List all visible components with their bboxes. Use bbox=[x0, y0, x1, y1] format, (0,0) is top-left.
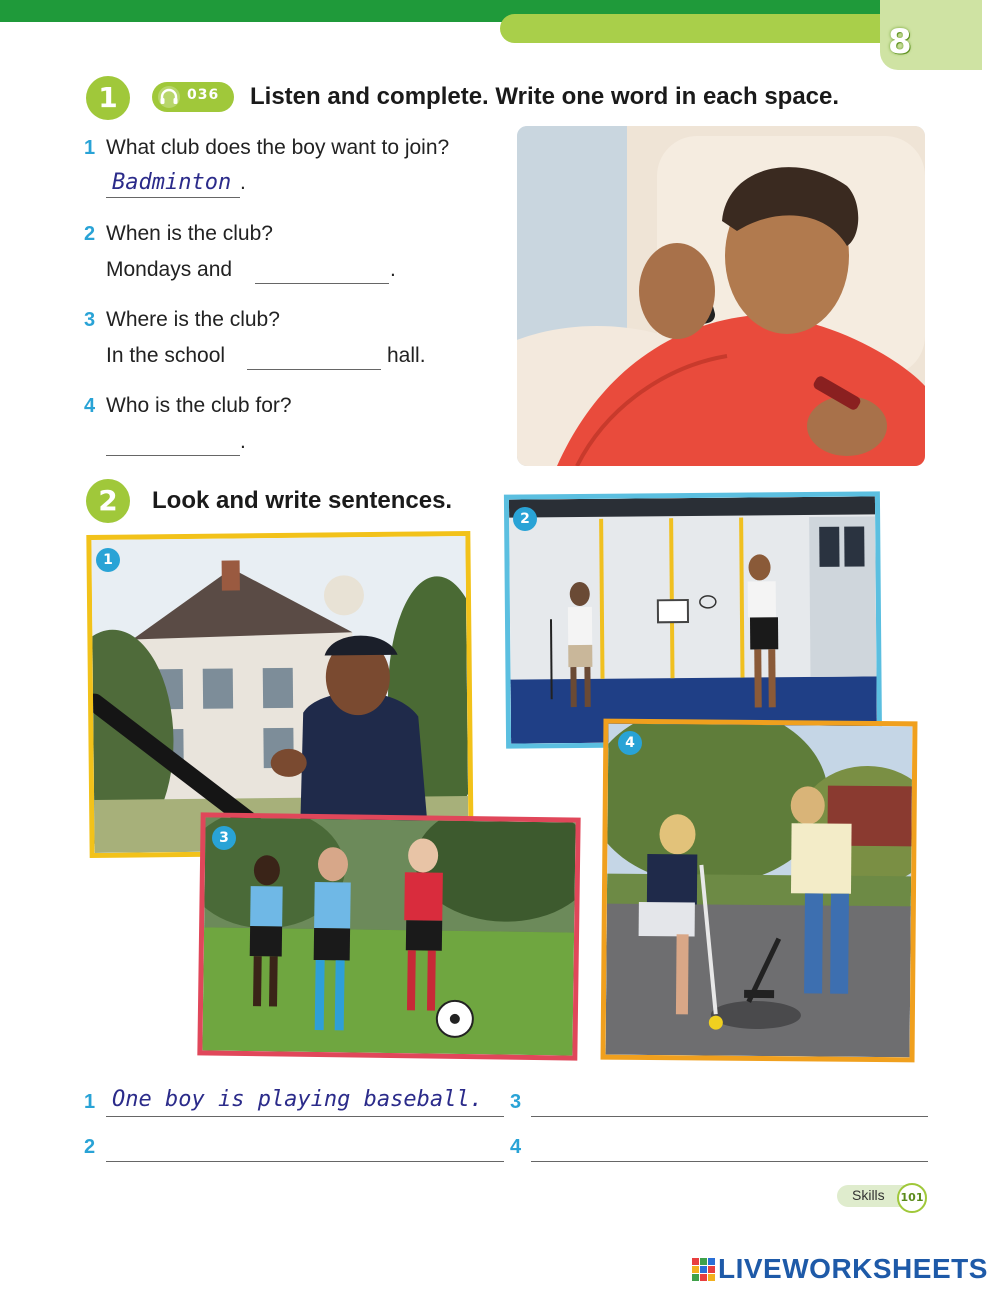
page-number: 101 bbox=[897, 1183, 927, 1213]
sentence-4-number: 4 bbox=[510, 1136, 522, 1158]
photo-4-frame bbox=[601, 719, 918, 1063]
question-2-period: . bbox=[390, 258, 396, 281]
question-4-number: 4 bbox=[84, 395, 96, 417]
exercise-2-number: 2 bbox=[86, 479, 130, 523]
question-4-text: Who is the club for? bbox=[106, 394, 292, 417]
sentence-2-number: 2 bbox=[84, 1136, 96, 1158]
photo-3-frame bbox=[197, 812, 580, 1060]
brand-name[interactable]: LIVEWORKSHEETS bbox=[718, 1253, 988, 1284]
unit-number: 8 bbox=[888, 22, 912, 62]
question-4-answer-line[interactable] bbox=[106, 455, 240, 456]
question-1-answer[interactable]: Badminton bbox=[112, 170, 232, 195]
question-1-text: What club does the boy want to join? bbox=[106, 136, 450, 159]
photo-3-badge: 3 bbox=[212, 826, 236, 850]
question-4-period: . bbox=[240, 430, 246, 453]
header-light-bar bbox=[500, 14, 890, 43]
photo-1-badge: 1 bbox=[96, 548, 120, 572]
boy-on-phone-photo bbox=[517, 126, 925, 466]
question-3-answer-line[interactable] bbox=[247, 369, 381, 370]
sentence-1-line bbox=[106, 1116, 504, 1117]
footer-section-label: Skills bbox=[852, 1187, 885, 1203]
question-1-answer-line bbox=[106, 197, 240, 198]
photo-1-frame bbox=[86, 531, 473, 858]
liveworksheets-logo-icon bbox=[692, 1258, 716, 1282]
football-photo bbox=[202, 817, 575, 1055]
question-2-answer-line[interactable] bbox=[255, 283, 389, 284]
photo-4-badge: 4 bbox=[618, 731, 642, 755]
question-3-suffix: hall. bbox=[387, 344, 426, 367]
question-2-text: When is the club? bbox=[106, 222, 273, 245]
sentence-1-number: 1 bbox=[84, 1091, 96, 1113]
photo-2-badge: 2 bbox=[513, 507, 537, 531]
question-2-number: 2 bbox=[84, 223, 96, 245]
sentence-2-line[interactable] bbox=[106, 1161, 504, 1162]
street-hockey-photo bbox=[606, 724, 913, 1058]
exercise-1-instruction: Listen and complete. Write one word in each space. bbox=[250, 83, 840, 110]
question-1-number: 1 bbox=[84, 137, 96, 159]
sentence-3-number: 3 bbox=[510, 1091, 522, 1113]
baseball-photo bbox=[91, 536, 468, 853]
question-3-text: Where is the club? bbox=[106, 308, 280, 331]
question-1-period: . bbox=[240, 171, 246, 194]
sentence-1-answer[interactable]: One boy is playing baseball. bbox=[112, 1087, 483, 1112]
sentence-4-line[interactable] bbox=[531, 1161, 928, 1162]
exercise-1-number: 1 bbox=[86, 76, 130, 120]
exercise-2-instruction: Look and write sentences. bbox=[152, 487, 453, 514]
sentence-3-line[interactable] bbox=[531, 1116, 928, 1117]
audio-track-code: 036 bbox=[187, 87, 220, 103]
question-3-prefix: In the school bbox=[106, 344, 226, 367]
photo-2-frame bbox=[504, 491, 882, 748]
question-3-number: 3 bbox=[84, 309, 96, 331]
headphones-icon[interactable] bbox=[157, 85, 181, 109]
badminton-photo bbox=[509, 496, 877, 743]
question-2-prefix: Mondays and bbox=[106, 258, 233, 281]
